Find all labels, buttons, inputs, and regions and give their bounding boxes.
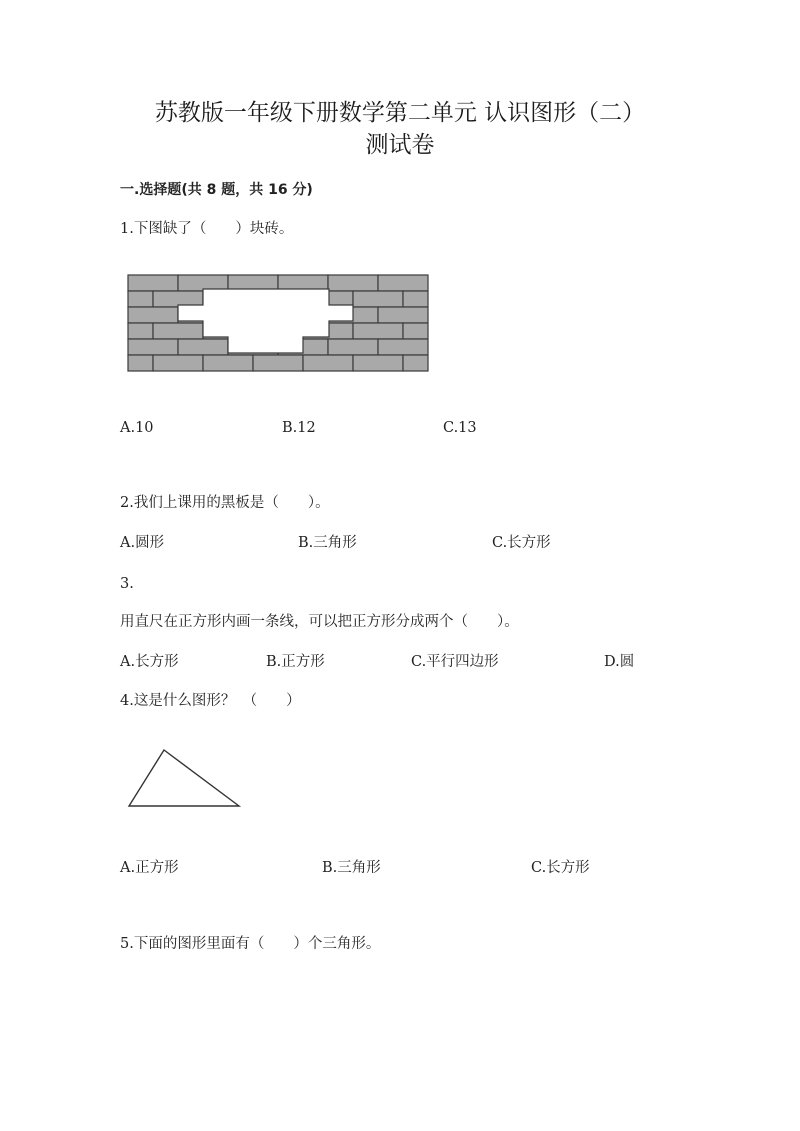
q1-option-c[interactable]: C.13 [443, 420, 477, 436]
brick [153, 323, 203, 339]
question-3-stem: 用直尺在正方形内画一条线，可以把正方形分成两个（ ）。 [120, 614, 519, 630]
q2-option-a[interactable]: A.圆形 [120, 535, 165, 551]
q1-option-b[interactable]: B.12 [282, 420, 316, 436]
brick [253, 355, 303, 371]
brick [128, 355, 153, 371]
question-3-number: 3. [120, 576, 134, 592]
q4-option-b[interactable]: B.三角形 [322, 860, 381, 876]
q2-option-c[interactable]: C.长方形 [492, 535, 551, 551]
brick [128, 339, 178, 355]
brick [353, 355, 403, 371]
brick [378, 339, 428, 355]
q4-option-c[interactable]: C.长方形 [531, 860, 590, 876]
q2-option-b[interactable]: B.三角形 [298, 535, 357, 551]
brick [178, 339, 228, 355]
brick [128, 323, 153, 339]
triangle-figure [124, 745, 254, 815]
brick [378, 307, 428, 323]
brick [328, 275, 378, 291]
brick [128, 275, 178, 291]
brick-wall-figure [125, 273, 435, 373]
question-5-stem: 5.下面的图形里面有（ ）个三角形。 [120, 936, 381, 952]
brick [403, 323, 428, 339]
brick [153, 355, 203, 371]
q3-option-a[interactable]: A.长方形 [120, 654, 179, 670]
section-heading: 一.选择题(共 8 题，共 16 分) [120, 182, 313, 198]
triangle-shape [129, 750, 239, 806]
brick [403, 291, 428, 307]
q3-option-b[interactable]: B.正方形 [266, 654, 325, 670]
q4-option-a[interactable]: A.正方形 [120, 860, 179, 876]
q3-option-d[interactable]: D.圆 [604, 654, 635, 670]
brick [128, 307, 178, 323]
page-subtitle: 测试卷 [365, 132, 435, 158]
question-1-stem: 1.下图缺了（ ）块砖。 [120, 221, 294, 237]
brick [128, 291, 153, 307]
brick [403, 355, 428, 371]
brick [353, 291, 403, 307]
question-4-stem: 4.这是什么图形？ （ ） [120, 693, 301, 709]
brick [203, 355, 253, 371]
page-title: 苏教版一年级下册数学第二单元 认识图形（二） [154, 100, 646, 126]
brick [378, 275, 428, 291]
brick [303, 355, 353, 371]
q1-option-a[interactable]: A.10 [120, 420, 154, 436]
q3-option-c[interactable]: C.平行四边形 [411, 654, 499, 670]
brick [328, 339, 378, 355]
brick [353, 323, 403, 339]
question-2-stem: 2.我们上课用的黑板是（ ）。 [120, 495, 330, 511]
